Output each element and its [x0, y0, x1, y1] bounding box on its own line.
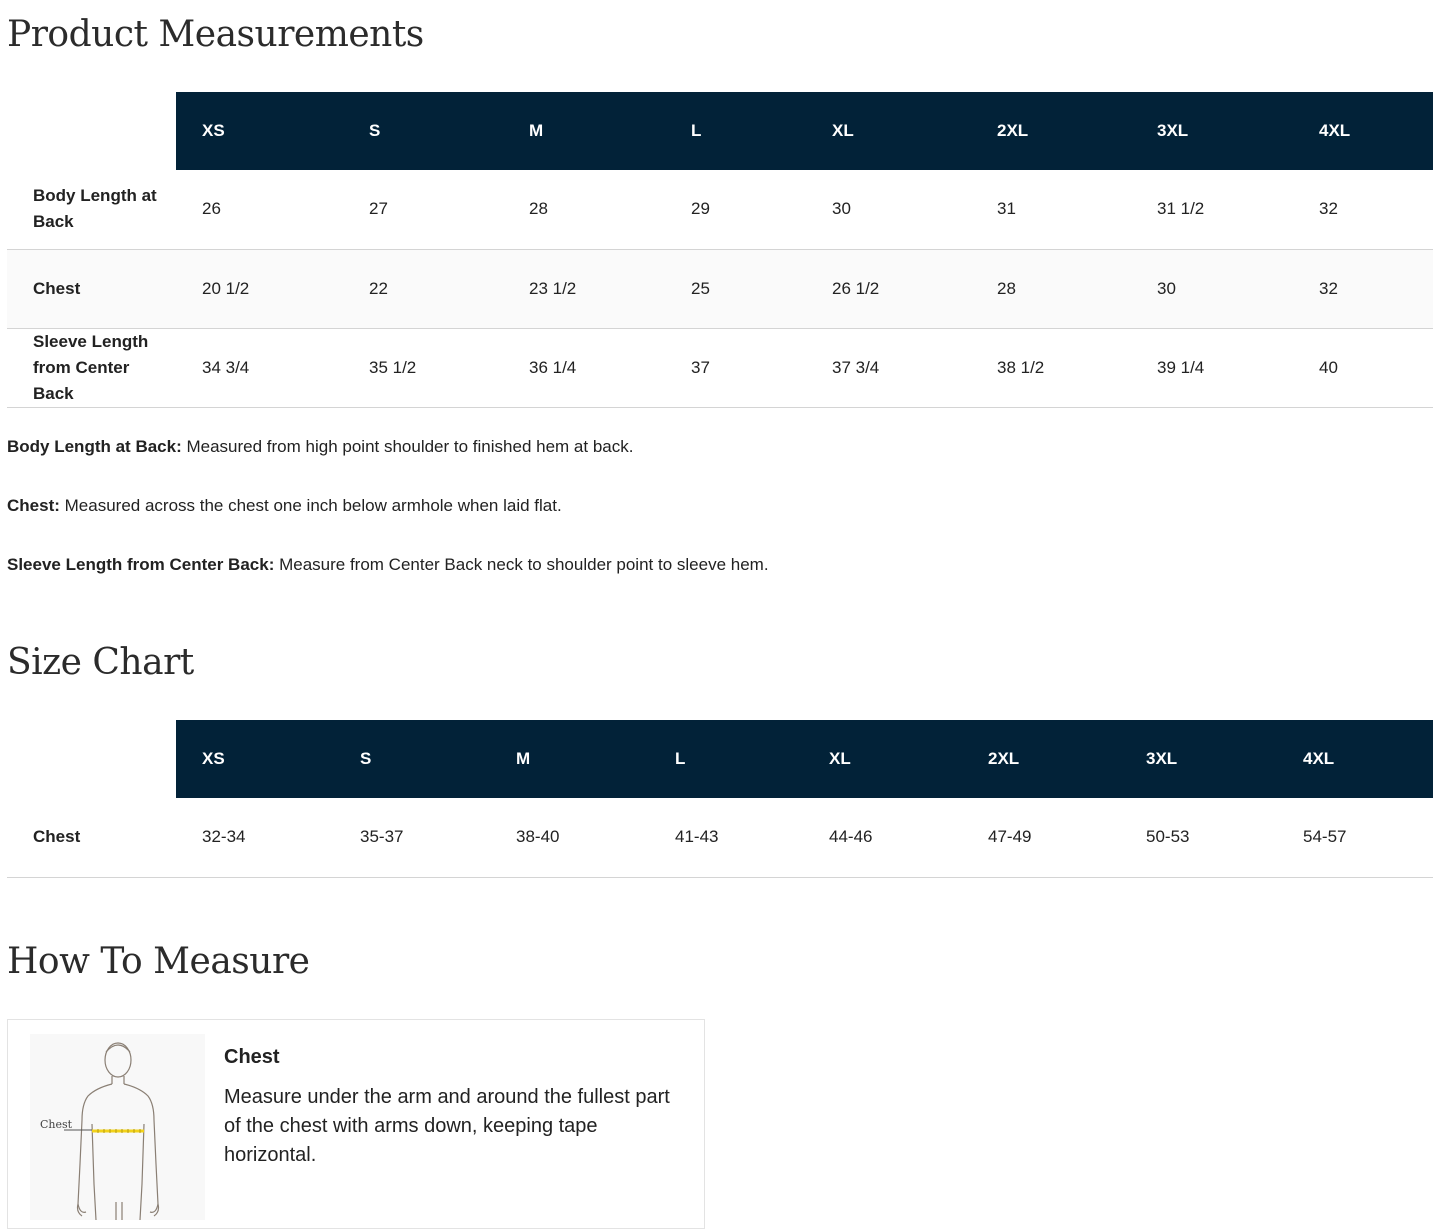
- table-corner-cell: [7, 92, 176, 170]
- figure-chest-label: Chest: [40, 1118, 73, 1131]
- table-cell: 34 3/4: [176, 328, 343, 407]
- table-cell: 32-34: [176, 798, 334, 877]
- row-label-chest: Chest: [7, 249, 176, 328]
- size-header-3xl: 3XL: [1120, 720, 1277, 798]
- person-outline-icon: [30, 1034, 205, 1220]
- note-term: Body Length at Back:: [7, 437, 182, 456]
- note-text: Measure from Center Back neck to shoulder point to sleeve hem.: [274, 555, 769, 574]
- size-header-3xl: 3XL: [1131, 92, 1293, 170]
- table-header-row: [7, 92, 1433, 170]
- size-header-2xl: 2XL: [962, 720, 1120, 798]
- note-chest: [7, 491, 769, 550]
- table-cell: 35-37: [334, 798, 490, 877]
- table-cell: 38 1/2: [971, 328, 1131, 407]
- row-label-sleeve-length: Sleeve Length from Center Back: [7, 328, 176, 407]
- table-cell: 54-57: [1277, 798, 1433, 877]
- size-header-xs: XS: [176, 92, 343, 170]
- product-measurements-title: Product Measurements: [7, 14, 424, 55]
- table-cell: 30: [1131, 249, 1293, 328]
- note-term: Chest:: [7, 496, 60, 515]
- table-cell: 26: [176, 170, 343, 249]
- table-cell: 29: [665, 170, 806, 249]
- size-header-4xl: 4XL: [1293, 92, 1433, 170]
- note-text: Measured from high point shoulder to finished hem at back.: [181, 437, 634, 456]
- table-cell: 39 1/4: [1131, 328, 1293, 407]
- table-cell: 32: [1293, 170, 1433, 249]
- table-cell: 28: [971, 249, 1131, 328]
- table-cell: 38-40: [490, 798, 649, 877]
- table-cell: 37: [665, 328, 806, 407]
- size-header-xs: XS: [176, 720, 334, 798]
- note-text: Measured across the chest one inch below armhole when laid flat.: [59, 496, 562, 515]
- table-cell: 28: [503, 170, 665, 249]
- table-row: [7, 328, 1433, 407]
- table-cell: 30: [806, 170, 971, 249]
- size-header-l: L: [649, 720, 803, 798]
- measure-text: [224, 1046, 674, 1170]
- table-cell: 32: [1293, 249, 1433, 328]
- size-header-l: L: [665, 92, 806, 170]
- size-header-m: M: [490, 720, 649, 798]
- table-cell: 44-46: [803, 798, 962, 877]
- table-cell: 31 1/2: [1131, 170, 1293, 249]
- note-body-length: [7, 432, 769, 491]
- table-header-row: [7, 720, 1433, 798]
- measurement-notes: [7, 432, 769, 609]
- table-cell: 20 1/2: [176, 249, 343, 328]
- table-cell: 22: [343, 249, 503, 328]
- table-cell: 26 1/2: [806, 249, 971, 328]
- table-cell: 36 1/4: [503, 328, 665, 407]
- table-cell: 31: [971, 170, 1131, 249]
- note-term: Sleeve Length from Center Back:: [7, 555, 275, 574]
- row-label-chest: Chest: [7, 798, 176, 877]
- size-header-2xl: 2XL: [971, 92, 1131, 170]
- measure-item-description: Measure under the arm and around the fullest part of the chest with arms down, keeping tape horizontal.: [224, 1086, 670, 1166]
- size-header-4xl: 4XL: [1277, 720, 1433, 798]
- row-label-body-length: Body Length at Back: [7, 170, 176, 249]
- table-corner-cell: [7, 720, 176, 798]
- table-row: [7, 798, 1433, 877]
- size-header-m: M: [503, 92, 665, 170]
- chest-measure-figure: [30, 1034, 205, 1220]
- product-measurements-table: [7, 92, 1433, 408]
- table-cell: 50-53: [1120, 798, 1277, 877]
- size-header-s: S: [343, 92, 503, 170]
- table-cell: 23 1/2: [503, 249, 665, 328]
- size-header-s: S: [334, 720, 490, 798]
- note-sleeve-length: [7, 550, 769, 609]
- size-chart-title: Size Chart: [7, 642, 194, 683]
- table-cell: 25: [665, 249, 806, 328]
- size-header-xl: XL: [803, 720, 962, 798]
- table-cell: 40: [1293, 328, 1433, 407]
- table-cell: 47-49: [962, 798, 1120, 877]
- size-chart-table: [7, 720, 1433, 878]
- size-header-xl: XL: [806, 92, 971, 170]
- table-cell: 37 3/4: [806, 328, 971, 407]
- table-row: [7, 170, 1433, 249]
- measure-card-chest: [7, 1019, 705, 1229]
- measure-item-title: Chest: [224, 1046, 280, 1068]
- how-to-measure-title: How To Measure: [7, 941, 310, 982]
- table-row: [7, 249, 1433, 328]
- table-cell: 35 1/2: [343, 328, 503, 407]
- table-cell: 27: [343, 170, 503, 249]
- table-cell: 41-43: [649, 798, 803, 877]
